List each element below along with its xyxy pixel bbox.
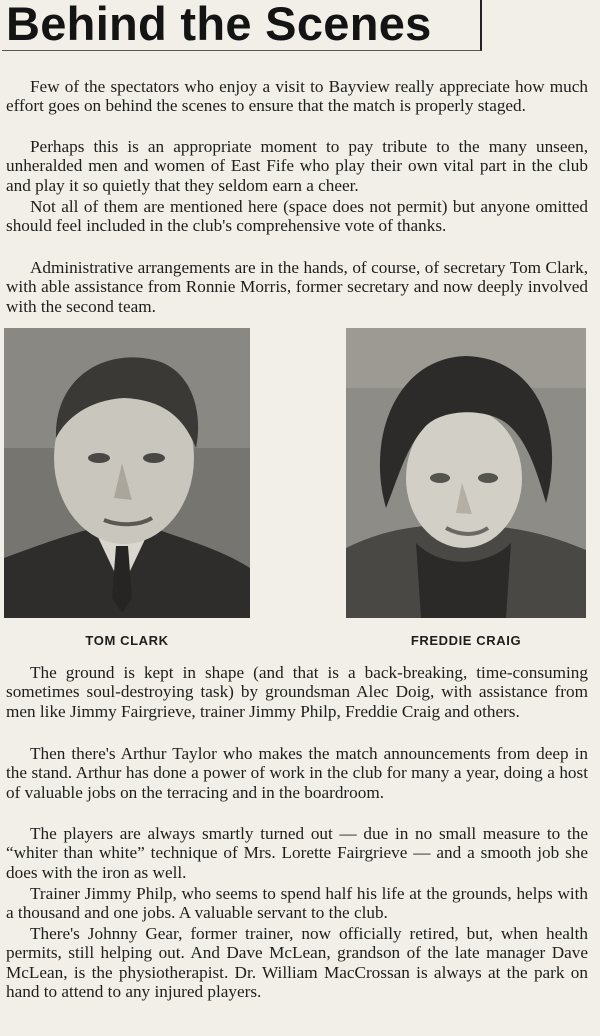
paragraph-intro: Few of the spectators who enjoy a visit to Bayview really appreciate how much effort goes on behind the scenes to ensure that the match is properly staged. bbox=[6, 77, 588, 116]
photo-freddie-craig bbox=[346, 328, 586, 618]
paragraph-kit: The players are always smartly turned out — due in no small measure to the “whiter than white” technique of Mrs. Lorette Fairgrieve — and a smooth job she does with the iron as well. bbox=[6, 824, 588, 882]
caption-freddie-craig: FREDDIE CRAIG bbox=[410, 633, 522, 648]
paragraph-groundsman: The ground is kept in shape (and that is a back-breaking, time-consuming sometimes soul-destroying task) by groundsman Alec Doig, with assistance from men like Jimmy Fairgrieve, trainer Jimmy Philp, Freddie Craig and others. bbox=[6, 663, 588, 721]
caption-tom-clark: TOM CLARK bbox=[85, 633, 169, 648]
paragraph-administration: Administrative arrangements are in the hands, of course, of secretary Tom Clark, with able assistance from Ronnie Morris, former secretary and now deeply involved with the second team. bbox=[6, 258, 588, 316]
paragraph-tribute: Perhaps this is an appropriate moment to pay tribute to the many unseen, unheralded men and women of East Fife who play their own vital part in the club and play it so quietly that they seldom earn a cheer. bbox=[6, 137, 588, 195]
paragraph-trainer: Trainer Jimmy Philp, who seems to spend half his life at the grounds, helps with a thousand and one jobs. A valuable servant to the club. bbox=[6, 884, 588, 923]
paragraph-announcer: Then there's Arthur Taylor who makes the match announcements from deep in the stand. Arthur has done a power of work in the club for many a year, doing a host of valuable jobs on the terracing and in the boardroom. bbox=[6, 744, 588, 802]
paragraph-thanks: Not all of them are mentioned here (space does not permit) but anyone omitted should feel included in the club's comprehensive vote of thanks. bbox=[6, 197, 588, 236]
headline: Behind the Scenes bbox=[6, 0, 432, 50]
photo-tom-clark bbox=[4, 328, 250, 618]
paragraph-medical: There's Johnny Gear, former trainer, now officially retired, but, when health permits, still helping out. And Dave McLean, grandson of the late manager Dave McLean, is the physiotherapist. Dr. William MacCrossan is always at the park on hand to attend to any injured players. bbox=[6, 924, 588, 1002]
portrait-tom-clark-image bbox=[4, 328, 250, 618]
headline-box bbox=[2, 0, 482, 51]
portrait-freddie-craig-image bbox=[346, 328, 586, 618]
